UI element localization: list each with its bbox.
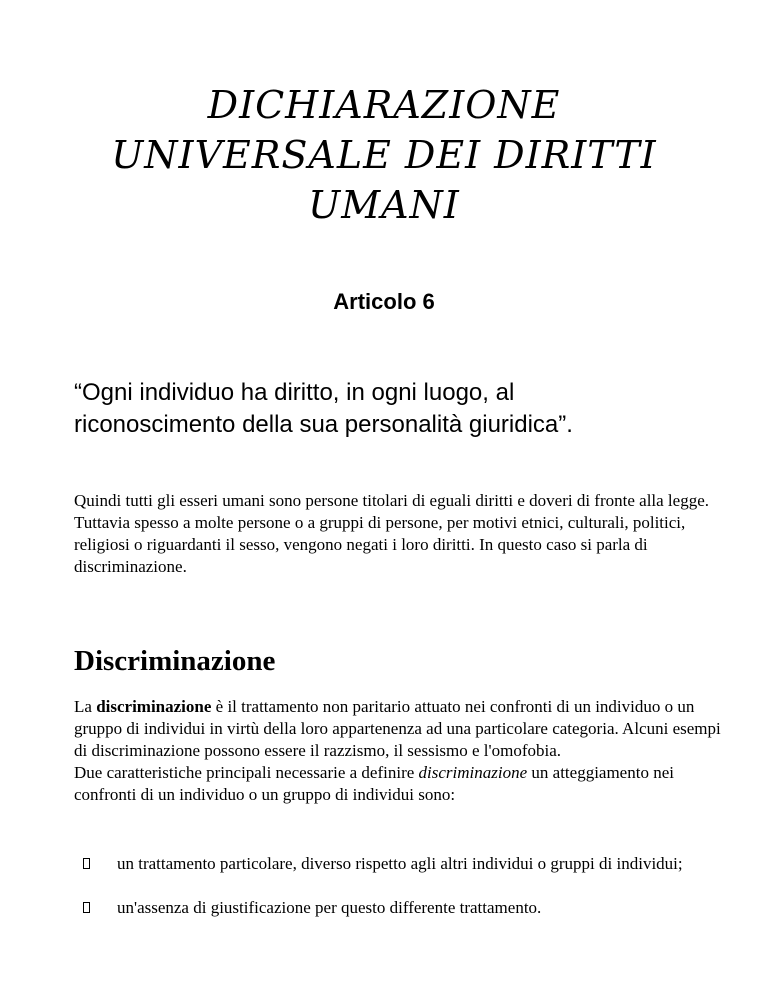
- list-item-text: un'assenza di giustificazione per questo differente trattamento.: [117, 898, 542, 917]
- characteristics-list: [74, 853, 724, 919]
- characteristics-paragraph: [74, 762, 724, 806]
- article-heading: Articolo 6: [333, 289, 435, 314]
- quote-line: riconoscimento della sua personalità giuridica”.: [74, 411, 573, 438]
- document-title: [64, 80, 704, 230]
- definition-text: è il trattamento non paritario attuato nei confronti di un individuo o un gruppo di individui in virtù della loro appartenenza ad una particolare categoria. Alcuni esempi di discriminazione possono essere il razzismo, il sessismo e l'omofobia.: [74, 697, 721, 760]
- list-item-text: un trattamento particolare, diverso rispetto agli altri individui o gruppi di individui;: [117, 854, 683, 873]
- definition-term: discriminazione: [96, 697, 212, 716]
- quote-line: “Ogni individuo ha diritto, in ogni luogo, al: [74, 379, 515, 406]
- definition-prefix: La: [74, 697, 97, 716]
- list-item: [74, 853, 724, 875]
- title-line: UNIVERSALE DEI DIRITTI: [111, 133, 657, 177]
- title-line: UMANI: [308, 183, 460, 227]
- characteristics-text: un atteggiamento nei confronti di un individuo o un gruppo di individui sono:: [74, 763, 674, 804]
- bullet-icon: [83, 858, 90, 869]
- article-quote: [74, 377, 734, 441]
- list-item: [74, 897, 724, 919]
- bullet-icon: [83, 902, 90, 913]
- definition-block: [74, 696, 724, 806]
- characteristics-prefix: Due caratteristiche principali necessarie a definire: [74, 763, 419, 782]
- intro-paragraph: Quindi tutti gli esseri umani sono persone titolari di eguali diritti e doveri di fronte alla legge. Tuttavia spesso a molte persone o a gruppi di persone, per motivi etnici, culturali, politici, religiosi o riguardanti il sesso, vengono negati i loro diritti. In questo caso si parla di discriminazione.: [74, 491, 709, 576]
- definition-paragraph: [74, 696, 724, 762]
- title-line: DICHIARAZIONE: [207, 83, 561, 127]
- characteristics-term: discriminazione: [418, 763, 528, 782]
- section-heading: Discriminazione: [74, 645, 276, 677]
